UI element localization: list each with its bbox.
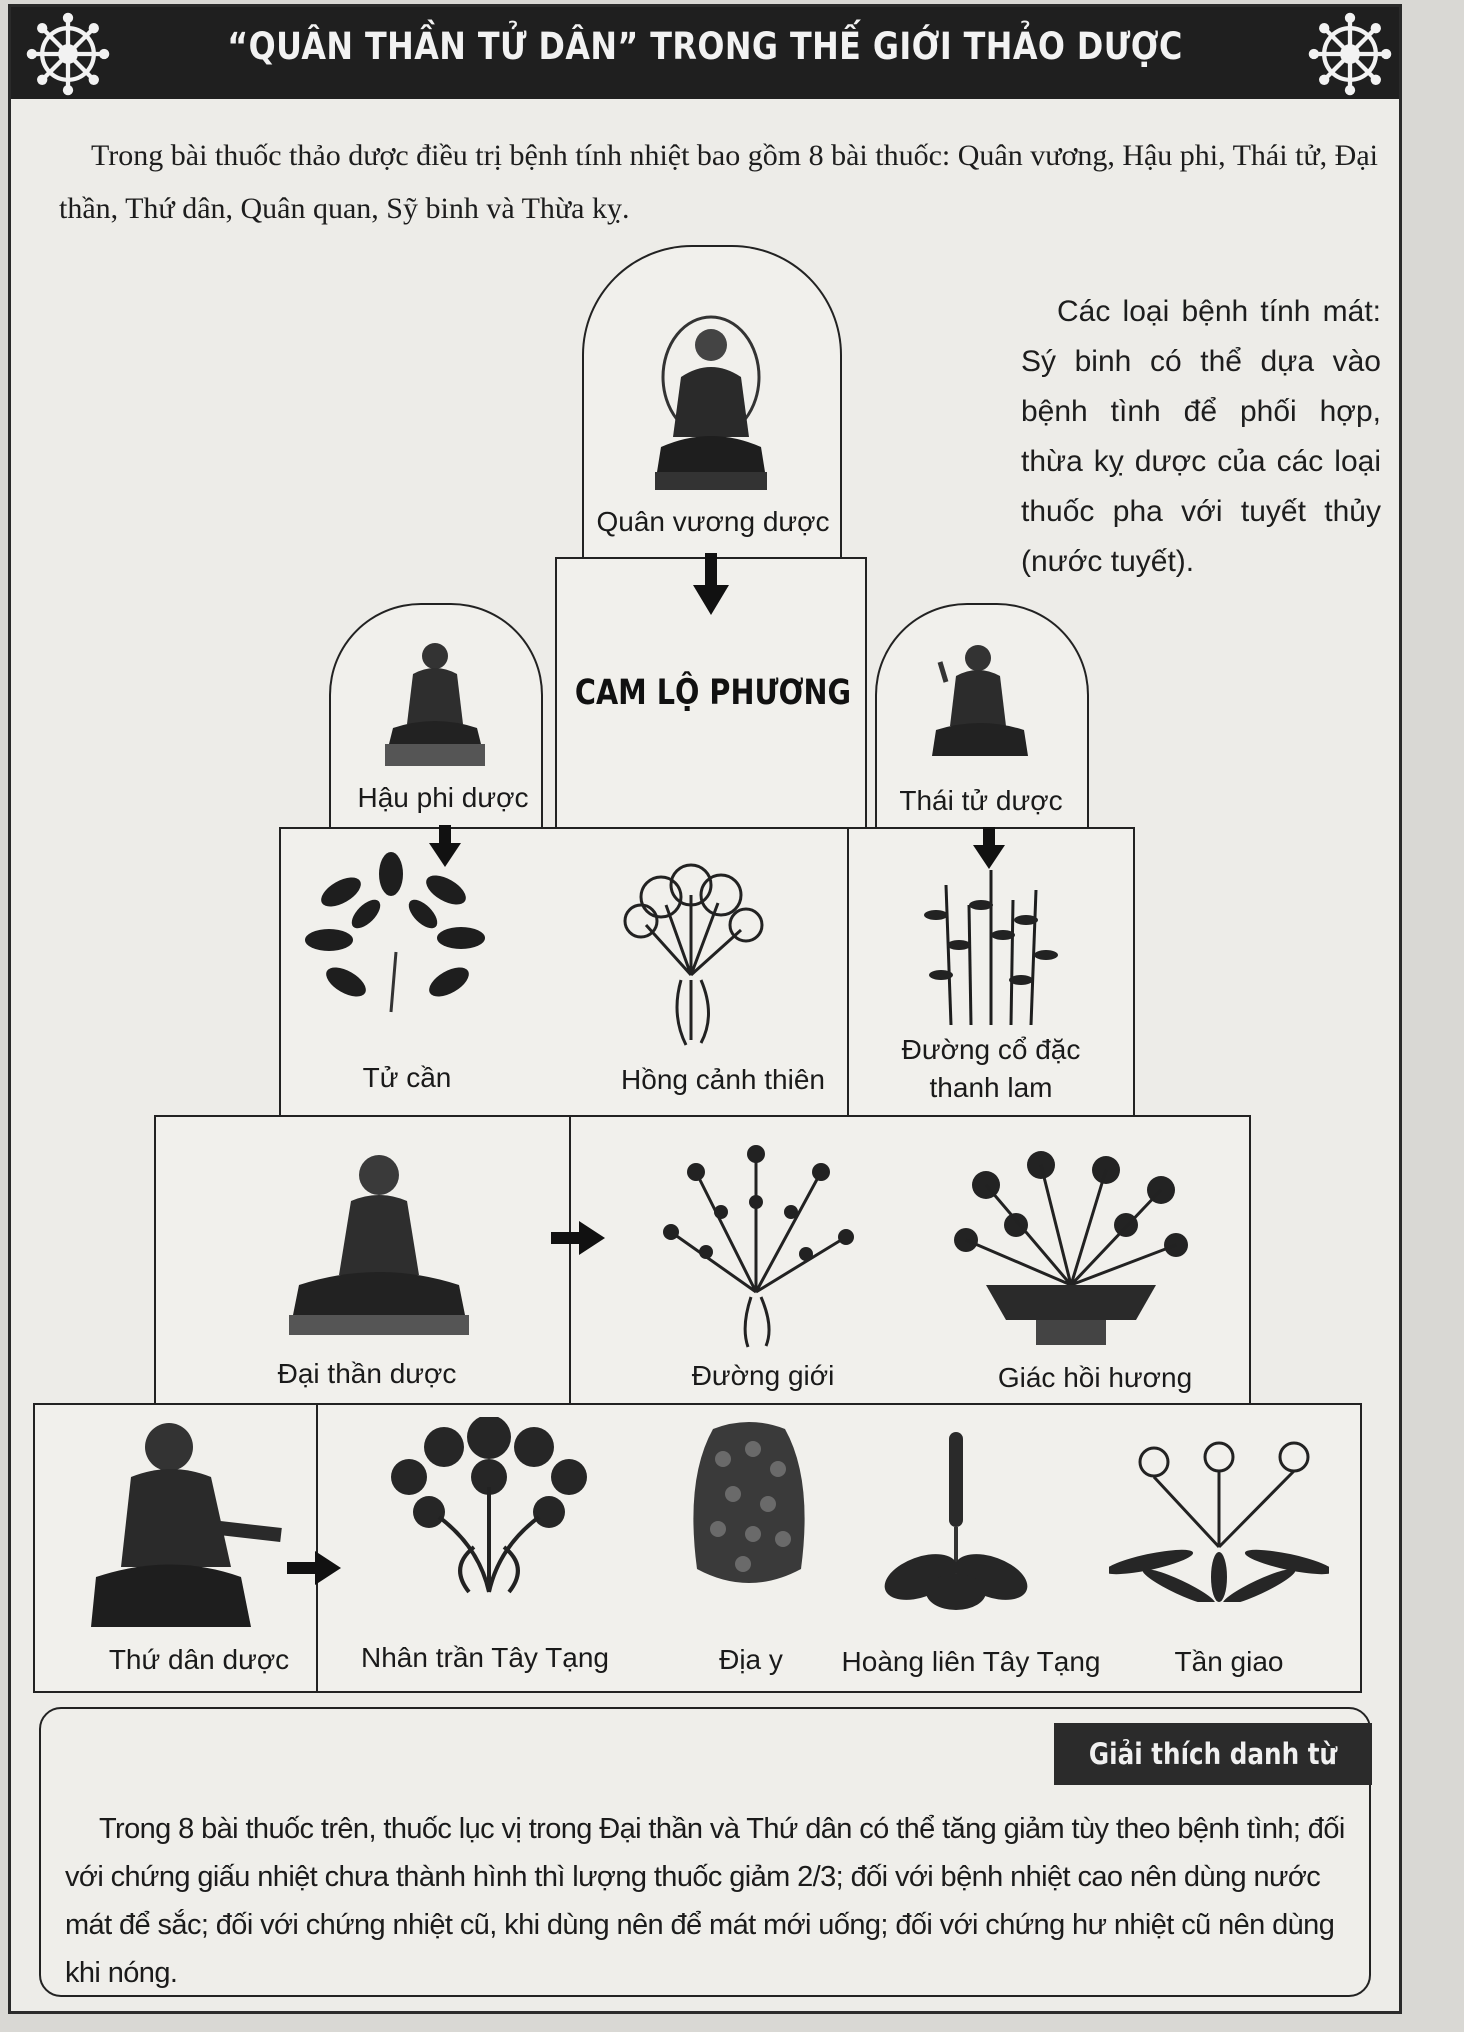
- herb-dia-y-icon: [683, 1419, 815, 1594]
- prince-figure-icon: [916, 632, 1046, 772]
- herb-duong-co-dac-icon: [911, 865, 1071, 1030]
- minister-figure-icon: [279, 1135, 479, 1340]
- herb-label: Đường cổ đặc thanh lam: [901, 1034, 1081, 1103]
- herb-label: Giác hồi hương: [997, 1362, 1193, 1393]
- header-bar: [11, 7, 1399, 99]
- arrow-down-icon: [429, 825, 461, 867]
- herb-duong-gioi-icon: [656, 1142, 856, 1352]
- prince-label: Thái tử dược: [899, 785, 1063, 816]
- dharma-wheel-icon: [25, 11, 111, 97]
- commoner-label: Thứ dân dược: [108, 1644, 290, 1675]
- intro-paragraph: Trong bài thuốc thảo dược điều trị bệnh tính nhiệt bao gồm 8 bài thuốc: Quân vương, Hậu phi, Thái tử, Đại thần, Thứ dân, Quân quan, Sỹ binh và Thừa kỵ.: [59, 139, 1378, 225]
- page-title: “QUÂN THẦN TỬ DÂN” TRONG THẾ GIỚI THẢO DƯỢC: [227, 25, 1183, 68]
- king-figure-icon: [631, 307, 791, 497]
- herb-tu-can-icon: [301, 852, 491, 1017]
- arrow-right-icon: [287, 1551, 341, 1585]
- commoner-figure-icon: [91, 1417, 301, 1632]
- arrow-down-icon: [973, 827, 1005, 869]
- consort-figure-icon: [371, 632, 501, 772]
- arrow-down-icon: [693, 553, 729, 615]
- glossary-text: Trong 8 bài thuốc trên, thuốc lục vị trong Đại thần và Thứ dân có thể tăng giảm tùy theo bệnh tình; đối với chứng giấu nhiệt chưa thành hình thì lượng thuốc giảm 2/3; đối với bệnh nhiệt cao nên dùng nước mát để sắc; đối với chứng nhiệt cũ, khi dùng nên để mát mới uống; đối với chứng hư nhiệt cũ nên dùng khi nóng.: [65, 1813, 1345, 1989]
- page: [8, 4, 1402, 2014]
- herb-label: Tần giao: [1174, 1646, 1284, 1677]
- herb-label: Tử cần: [362, 1062, 452, 1093]
- king-label: Quân vương dược: [596, 506, 830, 537]
- dharma-wheel-icon: [1307, 11, 1393, 97]
- center-title: CAM LỘ PHƯƠNG: [574, 673, 852, 713]
- herb-giac-hoi-huong-icon: [946, 1145, 1196, 1355]
- herb-label: Địa y: [719, 1644, 783, 1675]
- minister-label: Đại thần dược: [277, 1358, 457, 1389]
- herb-hoang-lien-icon: [881, 1427, 1031, 1617]
- herb-label: Hồng cảnh thiên: [621, 1064, 825, 1095]
- herb-label: Nhân trần Tây Tạng: [360, 1642, 610, 1673]
- herb-label: Hoàng liên Tây Tạng: [841, 1646, 1101, 1677]
- side-note: Các loại bệnh tính mát: Sý binh có thể dựa vào bệnh tình để phối hợp, thừa kỵ dược của các loại thuốc pha với tuyết thủy (nước tuyết).: [1021, 295, 1381, 578]
- herb-hong-canh-thien-icon: [606, 855, 776, 1050]
- herb-label: Đường giới: [691, 1360, 835, 1391]
- herb-nhan-tran-icon: [379, 1417, 599, 1597]
- glossary-box: [39, 1707, 1371, 1997]
- herb-tan-giao-icon: [1109, 1437, 1329, 1602]
- arrow-right-icon: [551, 1221, 605, 1255]
- glossary-tab: Giải thích danh từ: [1054, 1723, 1372, 1785]
- consort-label: Hậu phi dược: [357, 782, 529, 813]
